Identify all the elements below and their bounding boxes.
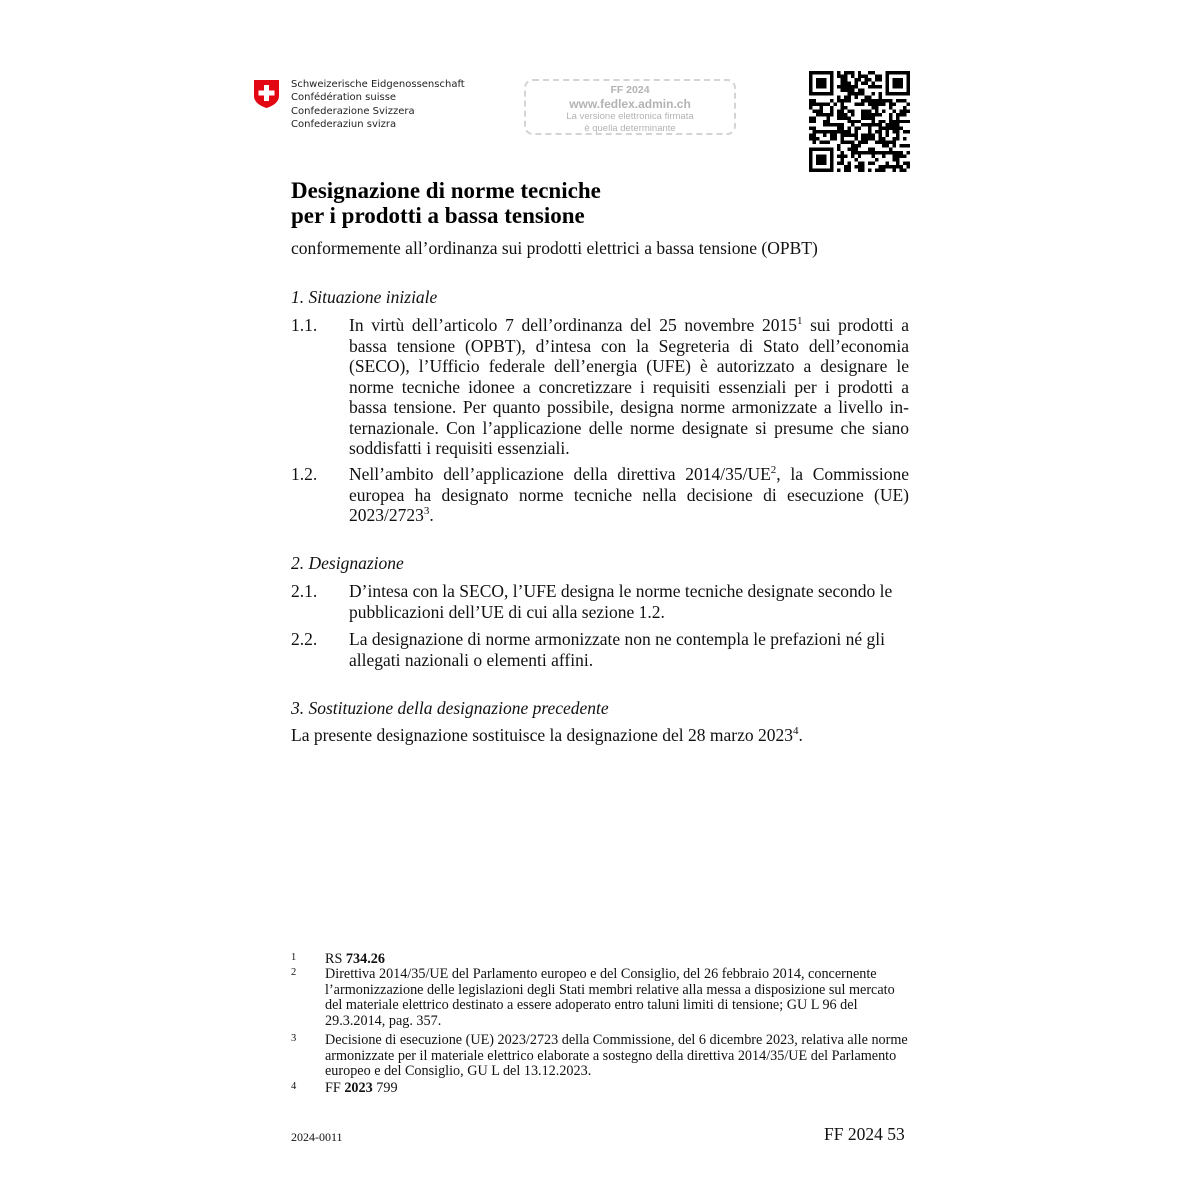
section-2-heading: 2. Designazione	[291, 553, 404, 573]
footnote-4	[291, 1081, 911, 1097]
page-reference: FF 2024 53	[824, 1124, 905, 1144]
item-text-part: .	[429, 505, 434, 525]
footnote-ref-1: 1	[796, 315, 803, 328]
confederation-name-rm: Confederaziun svizra	[291, 118, 397, 130]
stamp-line-3: La versione elettronica firmata	[566, 111, 694, 122]
item-number: 1.1.	[291, 315, 318, 335]
item-number: 1.2.	[291, 464, 318, 484]
section-1-heading: 1. Situazione iniziale	[291, 287, 438, 307]
document-subtitle: conformemente all’ordinanza sui prodotti elettrici a bassa tensione (OPBT)	[291, 238, 818, 258]
swiss-flag-icon	[253, 79, 280, 109]
item-text: La designazione di norme armonizzate non ne contempla le prefazioni né gli allegati nazionali o elementi affini.	[349, 629, 885, 670]
confederation-name-de: Schweizerische Eidgenossenschaft	[291, 79, 465, 90]
footnote-number: 4	[291, 1081, 297, 1092]
item-text	[349, 464, 909, 526]
stamp-line-2: www.fedlex.admin.ch	[569, 97, 691, 111]
item-2-1	[291, 581, 909, 622]
item-text-part: sui prodotti a bassa tensione (OPBT), d’intesa con la Segreteria di Stato dell’economia (SECO), l’Ufficio federale dell’energia (UFE) è autorizzato a designare le norme tecniche idonee a concretizzare i requisiti essenziali per i prodotti a bassa tensione. Per quanto possibile, designa norme armonizzate a livello internazionale. Con l’applicazione delle norme designate si presume che siano soddisfatti i requisiti essenziali.	[349, 315, 910, 458]
footnote-number: 1	[291, 952, 297, 963]
item-text: D’intesa con la SECO, l’UFE designa le norme tecniche designate secondo le pubblicazioni dell’UE di cui alla sezione 1.2.	[349, 581, 893, 622]
section-3-text-part: .	[798, 725, 803, 745]
title-line-1: Designazione di norme tecniche	[291, 178, 601, 203]
document-title	[291, 178, 601, 228]
section-3-text-part: La presente designazione sostituisce la designazione del 28 marzo 2023	[291, 725, 793, 745]
footnote-prefix: RS	[325, 951, 346, 967]
item-text-part: Nell’ambito dell’applicazione della direttiva 2014/35/UE	[349, 464, 771, 484]
footnote-3	[291, 1033, 911, 1080]
confederation-name-it: Confederazione Svizzera	[291, 105, 415, 117]
section-3-heading: 3. Sostituzione della designazione precedente	[291, 698, 609, 718]
footnote-2	[291, 967, 911, 1029]
footnote-text: Direttiva 2014/35/UE del Parlamento europeo e del Consiglio, del 26 febbraio 2014, concernente l’armonizzazione delle legislazioni degli Stati membri relative alla messa a disposizione sul mercato del materiale elettrico destinato a essere adoperato entro taluni limiti di tensione; GU L 96 del 29.3.2014, pag. 357.	[325, 966, 895, 1029]
footnote-suffix: 799	[372, 1080, 398, 1096]
qr-code-icon	[809, 71, 910, 172]
item-number: 2.2.	[291, 629, 318, 649]
item-1-1	[291, 315, 909, 459]
footnote-number: 2	[291, 967, 297, 978]
item-2-2	[291, 629, 909, 670]
fedlex-stamp	[524, 79, 736, 135]
item-text	[349, 315, 909, 459]
footnote-ref-2: 2	[770, 464, 777, 477]
footnote-text: Decisione di esecuzione (UE) 2023/2723 della Commissione, del 6 dicembre 2023, relativa alle norme armonizzate per il materiale elettrico elaborate a sostegno della direttiva 2014/35/UE del Parlamento europeo e del Consiglio, GU L del 13.12.2023.	[325, 1032, 908, 1080]
item-1-2	[291, 464, 909, 526]
item-text-part: In virtù dell’articolo 7 dell’ordinanza del 25 novembre 2015	[349, 315, 797, 335]
footnote-prefix: FF	[325, 1080, 345, 1096]
title-line-2: per i prodotti a bassa tensione	[291, 203, 585, 228]
footnote-text	[325, 1081, 911, 1097]
footnote-bold: 2023	[344, 1080, 373, 1096]
document-number: 2024-0011	[291, 1130, 343, 1144]
footnote-ref-4: 4	[793, 725, 799, 738]
confederation-names	[291, 78, 465, 131]
footnote-number: 3	[291, 1033, 297, 1044]
confederation-name-fr: Confédération suisse	[291, 92, 397, 104]
stamp-line-4: è quella determinante	[584, 122, 676, 134]
footnote-bold: 734.26	[345, 951, 385, 967]
stamp-line-1: FF 2024	[610, 84, 650, 96]
section-3-text	[291, 724, 803, 746]
footnote-ref-3: 3	[423, 505, 430, 518]
item-number: 2.1.	[291, 581, 318, 601]
item-text-part: , la Commissione europea ha designato norme tecniche nella decisione di esecuzione (UE) 2023/2723	[349, 464, 909, 525]
